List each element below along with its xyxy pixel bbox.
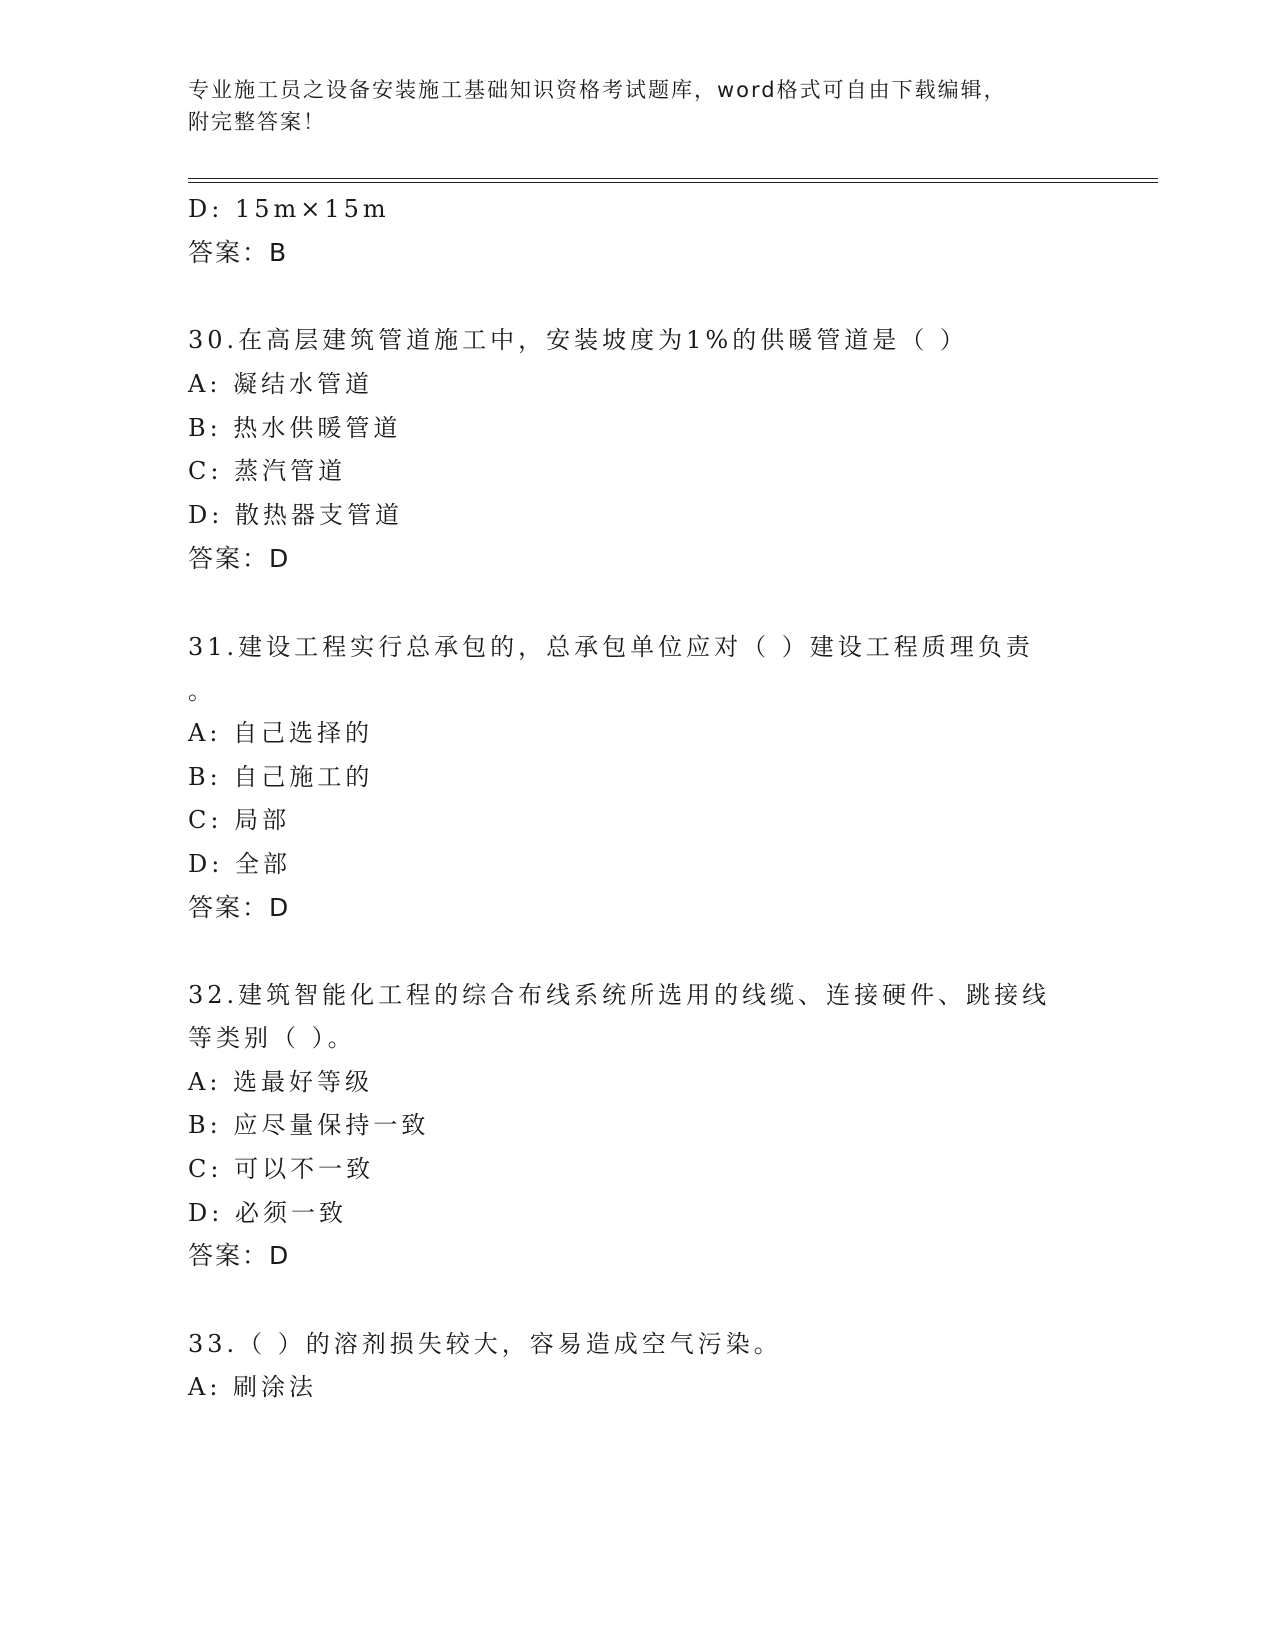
question-31-option-c: C: 局部 <box>188 806 291 834</box>
question-31-stem-cont: 。 <box>188 677 216 705</box>
prev-option-d: D: 15m×15m <box>188 195 390 223</box>
question-30-option-d: D: 散热器支管道 <box>188 501 403 529</box>
question-31-stem: 31.建设工程实行总承包的，总承包单位应对（ ）建设工程质理负责 <box>188 633 1034 661</box>
question-32-option-d: D: 必须一致 <box>188 1199 347 1227</box>
header-line-1: 专业施工员之设备安装施工基础知识资格考试题库，word格式可自由下载编辑， <box>188 78 1007 102</box>
question-31-option-d: D: 全部 <box>188 850 291 878</box>
header-divider-bottom <box>188 182 1158 183</box>
question-30-option-b: B: 热水供暖管道 <box>188 414 402 442</box>
question-32-stem: 32.建筑智能化工程的综合布线系统所选用的线缆、连接硬件、跳接线 <box>188 981 1051 1009</box>
question-33-stem: 33.（ ）的溶剂损失较大，容易造成空气污染。 <box>188 1330 782 1358</box>
header-divider-top <box>188 178 1158 179</box>
header-line-2: 附完整答案！ <box>188 110 326 134</box>
question-31-option-a: A: 自己选择的 <box>188 719 374 747</box>
question-32-stem-cont: 等类别（ ）。 <box>188 1024 356 1052</box>
question-30-stem: 30.在高层建筑管道施工中，安装坡度为1%的供暖管道是（ ） <box>188 326 968 354</box>
question-33-option-a: A: 刷涂法 <box>188 1373 318 1401</box>
question-32-answer: 答案：D <box>188 1241 291 1270</box>
question-31-answer: 答案：D <box>188 893 291 922</box>
question-32-option-b: B: 应尽量保持一致 <box>188 1111 430 1139</box>
question-30-answer: 答案：D <box>188 544 291 573</box>
document-header <box>188 74 1068 138</box>
question-30-option-c: C: 蒸汽管道 <box>188 457 347 485</box>
question-30-option-a: A: 凝结水管道 <box>188 370 374 398</box>
question-31-option-b: B: 自己施工的 <box>188 763 374 791</box>
prev-answer: 答案：B <box>188 238 289 267</box>
question-32-option-a: A: 选最好等级 <box>188 1068 374 1096</box>
question-32-option-c: C: 可以不一致 <box>188 1155 375 1183</box>
